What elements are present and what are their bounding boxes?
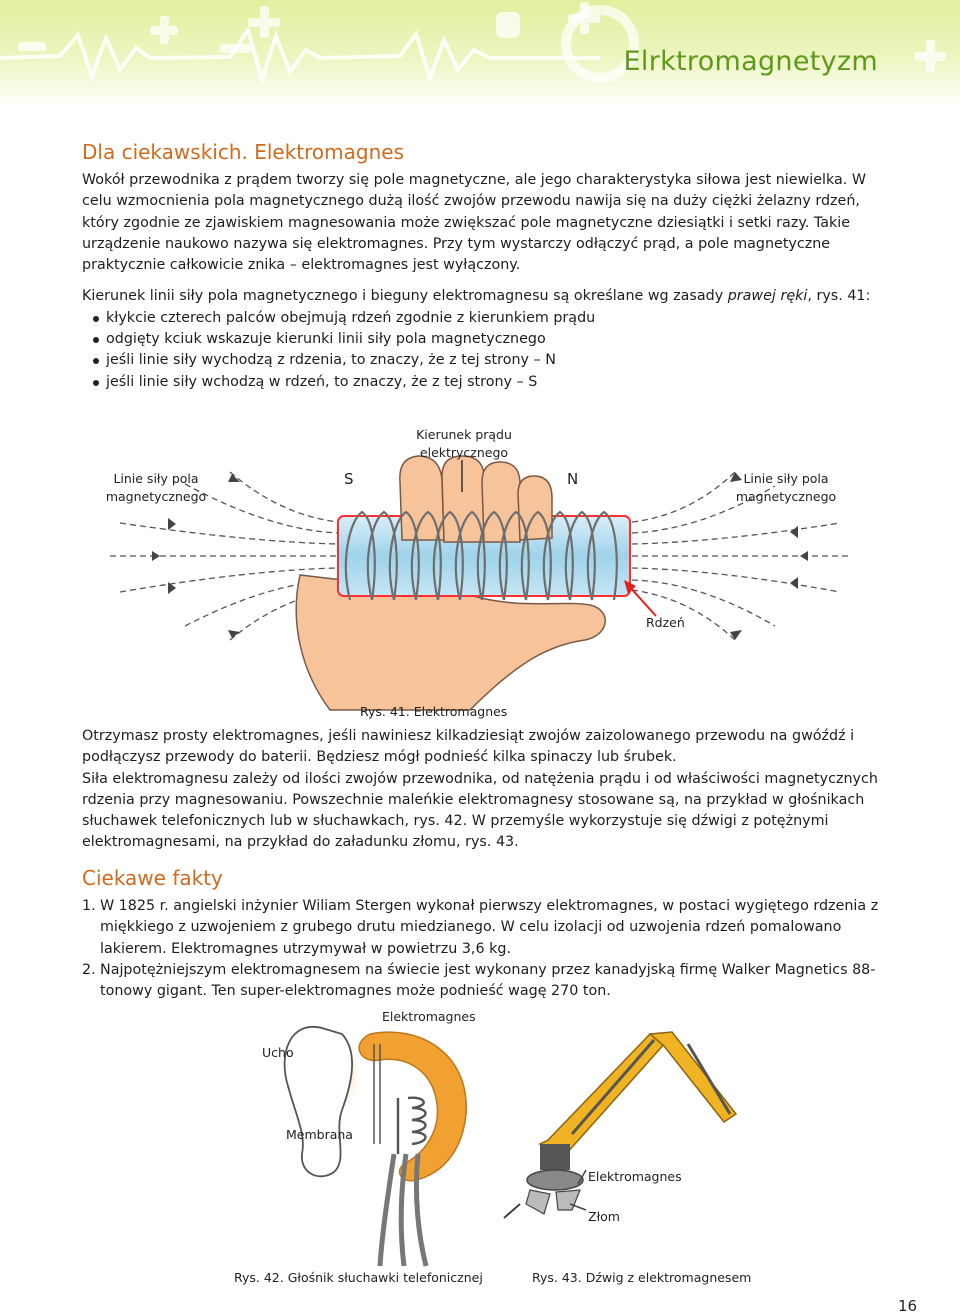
pole-n-label: N <box>567 470 579 488</box>
magnet-head <box>540 1144 570 1170</box>
label-line: Kierunek prądu <box>416 427 512 442</box>
pole-s-label: S <box>344 470 354 488</box>
earphone-housing <box>359 1032 466 1181</box>
list-item <box>82 960 882 1003</box>
electromagnet-disk <box>527 1170 583 1190</box>
crane-illustration <box>500 1004 780 1274</box>
earphone-cable <box>380 1154 426 1266</box>
label-electromagnet: Elektromagnes <box>382 1009 476 1024</box>
section-electromagnet <box>82 140 882 393</box>
paragraph-right-hand-rule <box>82 286 882 307</box>
scrap-rod <box>504 1204 520 1218</box>
hand-fingers <box>400 456 552 542</box>
list-item-text: Najpotężniejszym elektromagnesem na świecie jest wykonany przez kanadyjską firmę Walker Magnetics 88-tonowy gigant. Ten super-elektromagnes może podnieść wagę 270 ton. <box>100 961 876 1000</box>
emphasis-right-hand: prawej ręki <box>727 288 808 305</box>
list-item: odgięty kciuk wskazuje kierunki linii siły pola magnetycznego <box>82 329 882 350</box>
ear-shape <box>285 1027 353 1176</box>
electromagnet-illustration <box>0 420 960 720</box>
figure-42 <box>230 1004 500 1294</box>
label-field-lines-right <box>726 470 846 506</box>
paragraph-simple-electromagnet: Otrzymasz prosty elektromagnes, jeśli nawiniesz kilkadziesiąt zwojów zaizolowanego przewodu na gwóźdź i podłączysz przewody do baterii. Będziesz mógł podnieść kilka spinaczy lub śrubek. <box>82 728 855 766</box>
label-line: magnetycznego <box>105 489 207 504</box>
list-item-text: W 1825 r. angielski inżynier Wiliam Stergen wykonał pierwszy elektromagnes, w postaci wygiętego rdzenia z miękkiego z uzwojeniem z grubego drutu miedzianego. W celu izolacji od uzwojenia rdzeń pomalowano lakierem. Elektromagnes utrzymywał w powietrzu 3,6 kg. <box>100 898 879 957</box>
list-item: jeśli linie siły wychodzą z rdzenia, to znaczy, że z tej strony – N <box>82 350 882 371</box>
facts-list <box>82 896 882 1002</box>
list-item: kłykcie czterech palców obejmują rdzeń zgodnie z kierunkiem prądu <box>82 308 882 329</box>
page-header <box>0 0 960 108</box>
label-line: elektrycznego <box>419 445 509 460</box>
label-current-direction <box>400 426 528 462</box>
list-item-number: 2. <box>82 961 96 978</box>
figure-41 <box>0 420 960 720</box>
figure-41-caption: Rys. 41. Elektromagnes <box>360 704 508 719</box>
paragraph-text: Kierunek linii siły pola magnetycznego i bieguny elektromagnesu są określane wg zasady <box>82 288 728 305</box>
label-electromagnet: Elektromagnes <box>588 1169 682 1184</box>
chapter-title: Elrktromagnetyzm <box>623 46 878 77</box>
list-item: jeśli linie siły wchodzą w rdzeń, to znaczy, że z tej strony – S <box>82 372 882 393</box>
label-line: Linie siły pola <box>113 471 199 486</box>
list-item-number: 1. <box>82 898 96 914</box>
rule-bullet-list <box>82 308 882 393</box>
section-facts <box>82 866 882 1002</box>
paragraph-intro: Wokół przewodnika z prądem tworzy się pole magnetyczne, ale jego charakterystyka siłowa jest niewielka. W celu wzmocnienia pola magnetycznego dużą ilość zwojów przewodu nawija się na duży ciężki żelazny rdzeń, który zgodnie ze zjawiskiem magnesowania może zwiększać pole magnetyczne dziesiątki i setki razy. Takie urządzenie naukowo nazywa się elektromagnes. Przy tym wystarczy odłączyć prąd, a pole magnetyczne praktycznie całkowicie znika – elektromagnes jest wyłączony. <box>82 172 867 274</box>
figure-43-caption: Rys. 43. Dźwig z elektromagnesem <box>532 1270 752 1285</box>
label-field-lines-left <box>96 470 216 506</box>
figure-43 <box>500 1004 780 1294</box>
hydraulic-piston <box>572 1040 654 1134</box>
electromagnet-coil <box>398 1098 426 1154</box>
crane-arm <box>540 1032 736 1154</box>
label-core: Rdzeń <box>646 615 685 630</box>
paragraph-text: , rys. 41: <box>807 288 871 305</box>
label-line: Linie siły pola <box>743 471 829 486</box>
label-scrap: Złom <box>588 1209 620 1224</box>
section-heading: Dla ciekawskich. Elektromagnes <box>82 140 404 164</box>
label-line: magnetycznego <box>735 489 837 504</box>
section-applications <box>82 726 882 854</box>
figure-42-caption: Rys. 42. Głośnik słuchawki telefonicznej <box>234 1270 483 1285</box>
label-membrane: Membrana <box>286 1127 353 1142</box>
facts-heading: Ciekawe fakty <box>82 866 223 890</box>
paragraph-strength: Siła elektromagnesu zależy od ilości zwojów przewodnika, od natężenia prądu i od właściwości magnetycznych rdzenia przy magnesowaniu. Powszechnie maleńkie elektromagnesy stosowane są, na przykład w głośnikach słuchawek telefonicznych lub w słuchawkach, rys. 42. W przemyśle wykorzystuje się dźwigi z potężnymi elektromagnesami, na przykład do załadunku złomu, rys. 43. <box>82 770 878 851</box>
scrap-metal <box>526 1190 580 1214</box>
label-ear: Ucho <box>262 1045 294 1060</box>
page-number: 16 <box>898 1297 918 1315</box>
list-item <box>82 896 882 960</box>
